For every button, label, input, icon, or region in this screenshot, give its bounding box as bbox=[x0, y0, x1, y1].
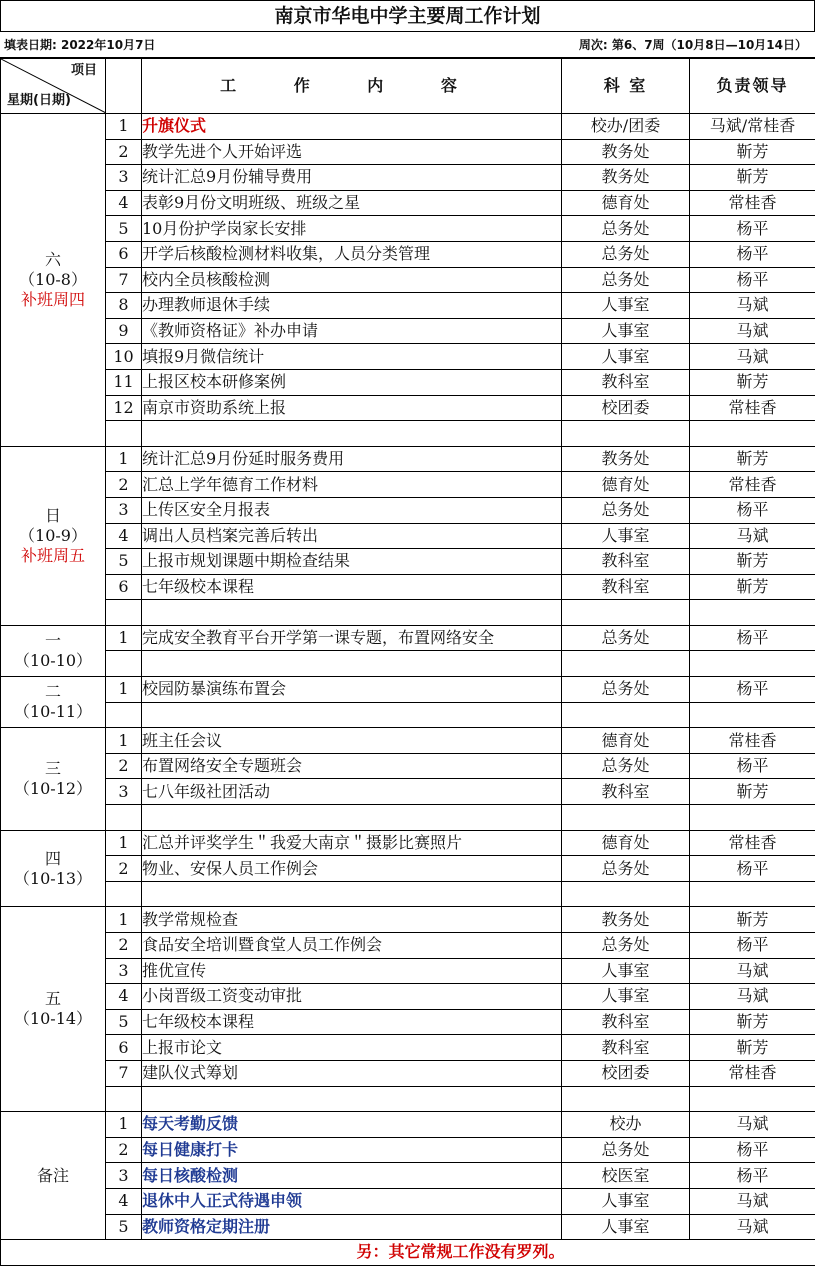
leader: 常桂香 bbox=[690, 830, 815, 856]
table-row bbox=[1, 677, 815, 703]
work-item: 开学后核酸检测材料收集，人员分类管理 bbox=[142, 241, 562, 267]
table-row bbox=[1, 933, 815, 959]
department: 教务处 bbox=[562, 907, 690, 933]
table-row bbox=[1, 395, 815, 421]
work-item-text: 每天考勤反馈 bbox=[142, 1114, 239, 1134]
table-row bbox=[1, 241, 815, 267]
day-date: （10-8） bbox=[19, 269, 87, 289]
row-number: 1 bbox=[106, 907, 142, 933]
leader: 马斌 bbox=[690, 318, 815, 344]
table-row bbox=[1, 421, 815, 447]
work-item: 小岗晋级工资变动审批 bbox=[142, 984, 562, 1010]
work-item: 校园防暴演练布置会 bbox=[142, 677, 562, 703]
work-item: 上报市规划课题中期检查结果 bbox=[142, 549, 562, 575]
table-row bbox=[1, 1112, 815, 1138]
day-cell bbox=[1, 830, 106, 907]
work-item: 七年级校本课程 bbox=[142, 1009, 562, 1035]
work-item: 调出人员档案完善后转出 bbox=[142, 523, 562, 549]
leader: 常桂香 bbox=[690, 728, 815, 754]
row-number bbox=[106, 600, 142, 626]
department bbox=[562, 651, 690, 677]
department bbox=[562, 421, 690, 447]
row-number: 6 bbox=[106, 574, 142, 600]
work-item: 上传区安全月报表 bbox=[142, 497, 562, 523]
leader: 马斌 bbox=[690, 293, 815, 319]
work-plan-table bbox=[0, 58, 815, 1266]
department: 德育处 bbox=[562, 830, 690, 856]
leader: 靳芳 bbox=[690, 1035, 815, 1061]
header-day: 星期(日期) bbox=[7, 93, 71, 108]
day-label: 二 bbox=[44, 682, 61, 702]
table-row bbox=[1, 318, 815, 344]
table-row bbox=[1, 114, 815, 140]
work-item bbox=[142, 600, 562, 626]
work-item bbox=[142, 114, 562, 140]
department: 人事室 bbox=[562, 1188, 690, 1214]
department bbox=[562, 1086, 690, 1112]
header-content: 工 作 内 容 bbox=[142, 59, 562, 114]
table-row bbox=[1, 267, 815, 293]
leader: 杨平 bbox=[690, 497, 815, 523]
work-item: 推优宣传 bbox=[142, 958, 562, 984]
department: 总务处 bbox=[562, 933, 690, 959]
table-row bbox=[1, 907, 815, 933]
leader: 靳芳 bbox=[690, 549, 815, 575]
leader: 马斌 bbox=[690, 958, 815, 984]
leader bbox=[690, 421, 815, 447]
leader: 杨平 bbox=[690, 1163, 815, 1189]
table-row bbox=[1, 1214, 815, 1240]
row-number: 1 bbox=[106, 677, 142, 703]
row-number bbox=[106, 805, 142, 831]
row-number bbox=[106, 421, 142, 447]
leader bbox=[690, 1086, 815, 1112]
leader bbox=[690, 805, 815, 831]
leader: 靳芳 bbox=[690, 139, 815, 165]
day-cell bbox=[1, 728, 106, 830]
department: 人事室 bbox=[562, 344, 690, 370]
row-number: 1 bbox=[106, 446, 142, 472]
row-number: 4 bbox=[106, 190, 142, 216]
row-number: 1 bbox=[106, 728, 142, 754]
table-row bbox=[1, 165, 815, 191]
row-number: 4 bbox=[106, 984, 142, 1010]
department: 人事室 bbox=[562, 1214, 690, 1240]
work-item-text: 教师资格定期注册 bbox=[142, 1216, 271, 1236]
row-number: 2 bbox=[106, 856, 142, 882]
department bbox=[562, 702, 690, 728]
day-date: （10-12） bbox=[13, 778, 93, 798]
row-number: 3 bbox=[106, 497, 142, 523]
header-row bbox=[1, 59, 815, 114]
work-item bbox=[142, 1137, 562, 1163]
leader: 靳芳 bbox=[690, 574, 815, 600]
leader: 杨平 bbox=[690, 677, 815, 703]
leader: 杨平 bbox=[690, 933, 815, 959]
department: 德育处 bbox=[562, 190, 690, 216]
work-item-text: 每日核酸检测 bbox=[142, 1165, 239, 1185]
leader bbox=[690, 702, 815, 728]
leader: 马斌 bbox=[690, 1112, 815, 1138]
header-lead: 负责领导 bbox=[690, 59, 815, 114]
row-number: 9 bbox=[106, 318, 142, 344]
department: 校办/团委 bbox=[562, 114, 690, 140]
day-date: （10-13） bbox=[13, 868, 93, 888]
row-number bbox=[106, 1086, 142, 1112]
table-row bbox=[1, 1188, 815, 1214]
department: 教科室 bbox=[562, 779, 690, 805]
work-item bbox=[142, 881, 562, 907]
table-row bbox=[1, 651, 815, 677]
work-item bbox=[142, 1163, 562, 1189]
leader: 杨平 bbox=[690, 856, 815, 882]
table-row bbox=[1, 1086, 815, 1112]
table-row bbox=[1, 344, 815, 370]
work-item: 教学先进个人开始评选 bbox=[142, 139, 562, 165]
work-item: 布置网络安全专题班会 bbox=[142, 753, 562, 779]
day-label: 四 bbox=[44, 848, 61, 868]
leader: 靳芳 bbox=[690, 1009, 815, 1035]
table-row bbox=[1, 190, 815, 216]
work-item: 统计汇总9月份辅导费用 bbox=[142, 165, 562, 191]
work-item: 完成安全教育平台开学第一课专题，布置网络安全 bbox=[142, 625, 562, 651]
row-number: 8 bbox=[106, 293, 142, 319]
header-dept: 科 室 bbox=[562, 59, 690, 114]
department: 人事室 bbox=[562, 318, 690, 344]
row-number: 6 bbox=[106, 241, 142, 267]
header-num-cell bbox=[106, 59, 142, 114]
work-item-text: 升旗仪式 bbox=[142, 116, 207, 136]
day-date: （10-11） bbox=[13, 702, 93, 722]
leader: 杨平 bbox=[690, 267, 815, 293]
day-date: （10-10） bbox=[13, 650, 93, 670]
row-number: 2 bbox=[106, 933, 142, 959]
department: 人事室 bbox=[562, 958, 690, 984]
department: 人事室 bbox=[562, 523, 690, 549]
footer-note: 另：其它常规工作没有罗列。 bbox=[1, 1240, 815, 1266]
header-day-cell bbox=[1, 59, 106, 114]
work-item bbox=[142, 1188, 562, 1214]
department: 总务处 bbox=[562, 216, 690, 242]
table-row bbox=[1, 523, 815, 549]
row-number: 2 bbox=[106, 1137, 142, 1163]
department bbox=[562, 881, 690, 907]
leader: 靳芳 bbox=[690, 779, 815, 805]
row-number bbox=[106, 702, 142, 728]
department: 总务处 bbox=[562, 267, 690, 293]
department: 总务处 bbox=[562, 625, 690, 651]
department: 教务处 bbox=[562, 165, 690, 191]
day-label: 六 bbox=[44, 249, 61, 269]
day-cell bbox=[1, 907, 106, 1112]
row-number: 6 bbox=[106, 1035, 142, 1061]
department: 总务处 bbox=[562, 856, 690, 882]
leader: 靳芳 bbox=[690, 907, 815, 933]
table-row bbox=[1, 1009, 815, 1035]
leader: 马斌 bbox=[690, 344, 815, 370]
fill-date: 填表日期: 2022年10月7日 bbox=[4, 38, 156, 52]
work-item: 校内全员核酸检测 bbox=[142, 267, 562, 293]
row-number: 1 bbox=[106, 830, 142, 856]
table-row bbox=[1, 805, 815, 831]
table-row bbox=[1, 625, 815, 651]
department: 校医室 bbox=[562, 1163, 690, 1189]
leader: 靳芳 bbox=[690, 165, 815, 191]
row-number: 3 bbox=[106, 1163, 142, 1189]
leader: 靳芳 bbox=[690, 446, 815, 472]
table-row bbox=[1, 574, 815, 600]
day-label: 备注 bbox=[36, 1165, 69, 1185]
table-row bbox=[1, 728, 815, 754]
department: 校团委 bbox=[562, 1060, 690, 1086]
work-item: 汇总并评奖学生＂我爱大南京＂摄影比赛照片 bbox=[142, 830, 562, 856]
day-date: （10-14） bbox=[13, 1009, 93, 1029]
table-row bbox=[1, 881, 815, 907]
department: 校办 bbox=[562, 1112, 690, 1138]
leader bbox=[690, 600, 815, 626]
work-item bbox=[142, 651, 562, 677]
page-title: 南京市华电中学主要周工作计划 bbox=[0, 0, 815, 32]
work-item: 建队仪式筹划 bbox=[142, 1060, 562, 1086]
leader: 杨平 bbox=[690, 753, 815, 779]
work-item: 表彰9月份文明班级、班级之星 bbox=[142, 190, 562, 216]
table-row bbox=[1, 369, 815, 395]
leader: 靳芳 bbox=[690, 369, 815, 395]
department: 教科室 bbox=[562, 1009, 690, 1035]
department: 教科室 bbox=[562, 549, 690, 575]
department: 教科室 bbox=[562, 574, 690, 600]
work-item bbox=[142, 805, 562, 831]
leader bbox=[690, 881, 815, 907]
work-item bbox=[142, 1112, 562, 1138]
day-cell bbox=[1, 446, 106, 625]
leader bbox=[690, 651, 815, 677]
work-item: 食品安全培训暨食堂人员工作例会 bbox=[142, 933, 562, 959]
department: 教科室 bbox=[562, 1035, 690, 1061]
department: 德育处 bbox=[562, 472, 690, 498]
day-label: 三 bbox=[44, 758, 61, 778]
table-row bbox=[1, 1060, 815, 1086]
work-item: 统计汇总9月份延时服务费用 bbox=[142, 446, 562, 472]
work-item: 南京市资助系统上报 bbox=[142, 395, 562, 421]
day-label: 日 bbox=[44, 505, 61, 525]
department: 总务处 bbox=[562, 753, 690, 779]
work-item: 上报区校本研修案例 bbox=[142, 369, 562, 395]
row-number: 4 bbox=[106, 1188, 142, 1214]
row-number: 5 bbox=[106, 1009, 142, 1035]
row-number: 2 bbox=[106, 753, 142, 779]
leader: 常桂香 bbox=[690, 1060, 815, 1086]
row-number: 1 bbox=[106, 625, 142, 651]
department bbox=[562, 805, 690, 831]
row-number bbox=[106, 881, 142, 907]
row-number: 5 bbox=[106, 216, 142, 242]
row-number: 4 bbox=[106, 523, 142, 549]
day-cell bbox=[1, 625, 106, 676]
table-row bbox=[1, 753, 815, 779]
department: 教科室 bbox=[562, 369, 690, 395]
row-number: 2 bbox=[106, 472, 142, 498]
leader: 马斌 bbox=[690, 1188, 815, 1214]
leader: 马斌 bbox=[690, 984, 815, 1010]
leader: 杨平 bbox=[690, 216, 815, 242]
header-item: 项目 bbox=[70, 63, 97, 78]
work-item: 教学常规检查 bbox=[142, 907, 562, 933]
department bbox=[562, 600, 690, 626]
work-item: 物业、安保人员工作例会 bbox=[142, 856, 562, 882]
day-cell bbox=[1, 114, 106, 447]
day-label: 一 bbox=[44, 630, 61, 650]
work-item bbox=[142, 702, 562, 728]
leader: 常桂香 bbox=[690, 190, 815, 216]
department: 人事室 bbox=[562, 984, 690, 1010]
table-row bbox=[1, 1035, 815, 1061]
footer-row bbox=[1, 1240, 815, 1266]
row-number: 10 bbox=[106, 344, 142, 370]
row-number: 12 bbox=[106, 395, 142, 421]
row-number: 7 bbox=[106, 267, 142, 293]
day-note: 补班周五 bbox=[20, 545, 85, 565]
work-item bbox=[142, 1214, 562, 1240]
department: 教务处 bbox=[562, 446, 690, 472]
department: 人事室 bbox=[562, 293, 690, 319]
department: 总务处 bbox=[562, 497, 690, 523]
work-item: 填报9月微信统计 bbox=[142, 344, 562, 370]
row-number: 5 bbox=[106, 549, 142, 575]
work-item: 汇总上学年德育工作材料 bbox=[142, 472, 562, 498]
table-row bbox=[1, 702, 815, 728]
day-label: 五 bbox=[44, 989, 61, 1009]
work-item: 办理教师退休手续 bbox=[142, 293, 562, 319]
department: 德育处 bbox=[562, 728, 690, 754]
week-range: 周次: 第6、7周（10月8日—10月14日） bbox=[578, 38, 807, 52]
row-number: 3 bbox=[106, 779, 142, 805]
table-row bbox=[1, 497, 815, 523]
table-row bbox=[1, 600, 815, 626]
table-row bbox=[1, 216, 815, 242]
table-row bbox=[1, 446, 815, 472]
leader: 杨平 bbox=[690, 625, 815, 651]
leader: 马斌 bbox=[690, 523, 815, 549]
department: 总务处 bbox=[562, 677, 690, 703]
work-item-text: 退休中人正式待遇申领 bbox=[142, 1191, 303, 1211]
leader: 马斌 bbox=[690, 1214, 815, 1240]
table-row bbox=[1, 549, 815, 575]
work-item: 七八年级社团活动 bbox=[142, 779, 562, 805]
row-number: 2 bbox=[106, 139, 142, 165]
row-number bbox=[106, 651, 142, 677]
table-row bbox=[1, 984, 815, 1010]
department: 总务处 bbox=[562, 1137, 690, 1163]
work-item-text: 每日健康打卡 bbox=[142, 1140, 239, 1160]
table-row bbox=[1, 472, 815, 498]
table-row bbox=[1, 958, 815, 984]
row-number: 1 bbox=[106, 114, 142, 140]
row-number: 5 bbox=[106, 1214, 142, 1240]
work-item: 班主任会议 bbox=[142, 728, 562, 754]
department: 教务处 bbox=[562, 139, 690, 165]
leader: 杨平 bbox=[690, 241, 815, 267]
table-row bbox=[1, 139, 815, 165]
work-item: 七年级校本课程 bbox=[142, 574, 562, 600]
row-number: 3 bbox=[106, 958, 142, 984]
table-row bbox=[1, 293, 815, 319]
department: 总务处 bbox=[562, 241, 690, 267]
department: 校团委 bbox=[562, 395, 690, 421]
day-date: （10-9） bbox=[19, 525, 87, 545]
row-number: 11 bbox=[106, 369, 142, 395]
work-item: 上报市论文 bbox=[142, 1035, 562, 1061]
row-number: 1 bbox=[106, 1112, 142, 1138]
row-number: 7 bbox=[106, 1060, 142, 1086]
row-number: 3 bbox=[106, 165, 142, 191]
work-item: 《教师资格证》补办申请 bbox=[142, 318, 562, 344]
day-cell bbox=[1, 677, 106, 728]
table-row bbox=[1, 856, 815, 882]
leader: 常桂香 bbox=[690, 395, 815, 421]
work-item: 10月份护学岗家长安排 bbox=[142, 216, 562, 242]
leader: 常桂香 bbox=[690, 472, 815, 498]
day-note: 补班周四 bbox=[20, 289, 85, 309]
table-row bbox=[1, 1137, 815, 1163]
table-row bbox=[1, 779, 815, 805]
leader: 杨平 bbox=[690, 1137, 815, 1163]
day-cell bbox=[1, 1112, 106, 1240]
leader: 马斌/常桂香 bbox=[690, 114, 815, 140]
work-item bbox=[142, 421, 562, 447]
table-row bbox=[1, 830, 815, 856]
table-row bbox=[1, 1163, 815, 1189]
work-item bbox=[142, 1086, 562, 1112]
